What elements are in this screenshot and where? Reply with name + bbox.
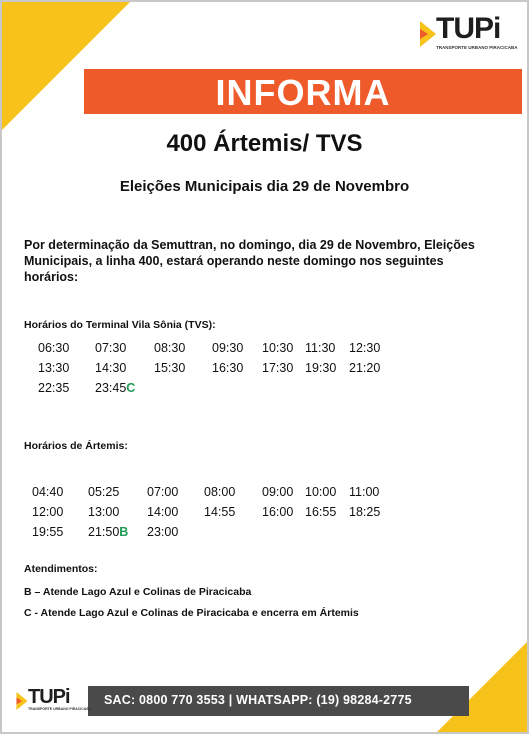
time-value: 16:00 xyxy=(262,505,294,519)
departure-time xyxy=(32,485,63,499)
departure-time xyxy=(349,361,380,375)
time-value: 09:00 xyxy=(262,485,294,499)
time-value: 18:25 xyxy=(349,505,381,519)
footer-logo xyxy=(14,686,92,716)
service-letter: C xyxy=(126,381,136,395)
time-value: 23:00 xyxy=(147,525,179,539)
time-value: 10:30 xyxy=(262,341,294,355)
line-title: 400 Ártemis/ TVS xyxy=(166,130,363,157)
departure-time xyxy=(88,485,119,499)
time-value: 19:55 xyxy=(32,525,64,539)
departure-time xyxy=(262,361,293,375)
time-value: 06:30 xyxy=(38,341,70,355)
time-value: 12:00 xyxy=(32,505,64,519)
subtitle: Eleições Municipais dia 29 de Novembro xyxy=(119,178,410,195)
service-letter: B xyxy=(119,525,129,539)
time-value: 14:55 xyxy=(204,505,236,519)
departure-time xyxy=(262,341,293,355)
departure-time xyxy=(305,341,335,355)
departure-time xyxy=(32,505,63,519)
time-value: 07:00 xyxy=(147,485,179,499)
departure-time xyxy=(38,341,69,355)
footer-contact-text: SAC: 0800 770 3553 | WHATSAPP: (19) 98284-2775 xyxy=(104,693,412,707)
time-value: 08:00 xyxy=(204,485,236,499)
time-value: 10:00 xyxy=(305,485,337,499)
footer-logo-chevron-icon xyxy=(16,692,28,710)
departure-time xyxy=(349,505,380,519)
informa-banner xyxy=(84,69,522,114)
departure-time xyxy=(349,485,379,499)
time-value: 23:45 xyxy=(95,381,127,395)
tupi-logo xyxy=(420,12,524,60)
atendimento-c: C - Atende Lago Azul e Colinas de Piracicaba e encerra em Ártemis xyxy=(24,607,359,619)
intro-paragraph: Por determinação da Semuttran, no domingo, dia 29 de Novembro, Eleições Municipais, a linha 400, estará operando neste domingo nos seguintes horários: xyxy=(24,238,475,284)
departure-time xyxy=(154,361,185,375)
time-value: 21:50 xyxy=(88,525,120,539)
time-value: 08:30 xyxy=(154,341,186,355)
departure-time xyxy=(305,485,336,499)
time-value: 05:25 xyxy=(88,485,120,499)
time-value: 11:00 xyxy=(349,485,380,499)
time-value: 16:55 xyxy=(305,505,337,519)
footer-logo-word: TUPi xyxy=(28,686,70,708)
time-value: 07:30 xyxy=(95,341,127,355)
time-value: 22:35 xyxy=(38,381,70,395)
departure-time xyxy=(95,341,126,355)
time-value: 09:30 xyxy=(212,341,244,355)
time-value: 12:30 xyxy=(349,341,381,355)
atendimentos-label: Atendimentos: xyxy=(24,563,98,575)
departure-time xyxy=(305,361,336,375)
time-value: 04:40 xyxy=(32,485,64,499)
departure-time xyxy=(147,505,178,519)
departure-time xyxy=(204,505,235,519)
departure-time xyxy=(262,505,293,519)
time-value: 19:30 xyxy=(305,361,337,375)
time-value: 13:30 xyxy=(38,361,70,375)
logo-subtitle: TRANSPORTE URBANO PIRACICABA xyxy=(436,45,518,50)
departure-time xyxy=(147,525,178,539)
banner-title: INFORMA xyxy=(215,72,391,113)
departure-time xyxy=(147,485,178,499)
time-value: 14:30 xyxy=(95,361,127,375)
time-value: 21:20 xyxy=(349,361,381,375)
time-value: 14:00 xyxy=(147,505,179,519)
departure-time xyxy=(38,361,69,375)
departure-time xyxy=(38,381,69,395)
time-value: 15:30 xyxy=(154,361,186,375)
departure-time xyxy=(305,505,336,519)
time-value: 17:30 xyxy=(262,361,294,375)
departure-time xyxy=(88,525,128,539)
schedule-label-artemis: Horários de Ártemis: xyxy=(24,440,128,452)
departure-time xyxy=(95,381,135,395)
footer-logo-subtitle: TRANSPORTE URBANO PIRACICABA xyxy=(28,707,92,711)
departure-time xyxy=(95,361,126,375)
departure-time xyxy=(88,505,119,519)
time-value: 13:00 xyxy=(88,505,120,519)
logo-word: TUPi xyxy=(436,12,501,45)
departure-time xyxy=(212,361,243,375)
schedule-label-tvs: Horários do Terminal Vila Sônia (TVS): xyxy=(24,319,216,331)
time-value: 16:30 xyxy=(212,361,244,375)
time-value: 11:30 xyxy=(305,341,336,355)
departure-time xyxy=(349,341,380,355)
atendimento-b: B – Atende Lago Azul e Colinas de Piracicaba xyxy=(24,586,252,598)
logo-chevron-icon xyxy=(420,21,436,47)
departure-time xyxy=(262,485,293,499)
departure-time xyxy=(204,485,235,499)
footer-bar xyxy=(14,686,469,716)
departure-time xyxy=(154,341,185,355)
departure-time xyxy=(212,341,243,355)
departure-time xyxy=(32,525,63,539)
